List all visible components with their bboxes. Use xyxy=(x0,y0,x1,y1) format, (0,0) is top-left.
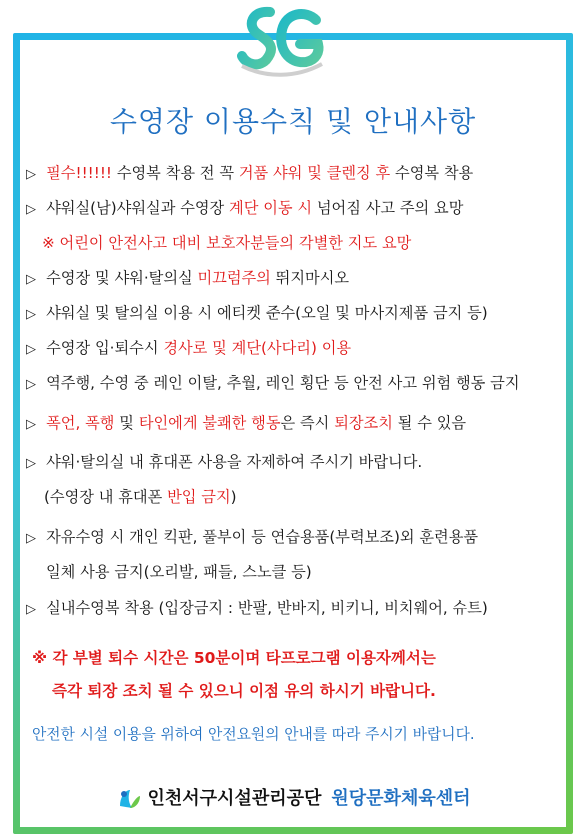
rule-line xyxy=(32,725,475,745)
bullet-triangle-icon: ▷ xyxy=(26,602,41,617)
rule-line xyxy=(26,413,466,435)
bullet-triangle-icon: ▷ xyxy=(26,417,41,432)
rule-line xyxy=(32,648,436,668)
rule-line xyxy=(26,338,351,360)
rule-text: 일체 사용 금지(오리발, 패들, 스노클 등) xyxy=(46,563,312,581)
rule-text: ※ 어린이 안전사고 대비 보호자분들의 각별한 지도 요망 xyxy=(42,234,412,252)
rule-text: 안전한 시설 이용을 위하여 안전요원의 안내를 따라 주시기 바랍니다. xyxy=(32,726,475,743)
bullet-triangle-icon: ▷ xyxy=(26,167,41,182)
bullet-triangle-icon: ▷ xyxy=(26,272,41,287)
rule-text: 역주행, 수영 중 레인 이탈, 추월, 레인 횡단 등 안전 사고 위험 행동 금지 xyxy=(46,374,520,392)
rule-text: 샤워실 및 탈의실 이용 시 에티켓 준수(오일 및 마사지제품 금지 등) xyxy=(46,304,488,322)
rule-line xyxy=(52,681,436,701)
bullet-triangle-icon: ▷ xyxy=(26,456,41,471)
rule-line xyxy=(26,163,473,185)
rule-text: ) xyxy=(230,488,237,506)
bullet-triangle-icon: ▷ xyxy=(26,307,41,322)
rule-line xyxy=(26,373,520,395)
rule-line xyxy=(26,598,488,620)
rule-line xyxy=(26,198,463,220)
rule-text: 될 수 있음 xyxy=(392,414,467,432)
rule-text: 거품 샤워 및 클렌징 후 xyxy=(238,164,391,182)
footer xyxy=(0,784,586,812)
rule-text: 퇴장조치 xyxy=(334,414,393,432)
sg-logo-icon xyxy=(236,4,326,84)
rule-line xyxy=(26,303,488,325)
center-name: 원당문화체육센터 xyxy=(331,788,471,809)
rule-text: 폭언, 폭행 xyxy=(46,414,115,432)
rule-text: 실내수영복 착용 (입장금지 : 반팔, 반바지, 비키니, 비치웨어, 슈트) xyxy=(46,599,488,617)
rule-text: 넘어짐 사고 주의 요망 xyxy=(312,199,464,217)
rule-text: 뛰지마시오 xyxy=(270,269,350,287)
org-logo-icon xyxy=(116,786,142,812)
rule-line xyxy=(26,268,349,290)
rule-line xyxy=(42,233,411,253)
bullet-triangle-icon: ▷ xyxy=(26,377,41,392)
rule-text: 타인에게 불쾌한 행동 xyxy=(138,414,281,432)
rule-text: 샤워·탈의실 내 휴대폰 사용을 자제하여 주시기 바랍니다. xyxy=(46,453,423,471)
rule-line xyxy=(44,487,237,507)
bullet-triangle-icon: ▷ xyxy=(26,531,41,546)
rule-text: 샤워실(남)샤워실과 수영장 xyxy=(46,199,230,217)
rule-line xyxy=(26,527,478,549)
rule-text: 즉각 퇴장 조치 될 수 있으니 이점 유의 하시기 바랍니다. xyxy=(52,682,436,700)
rule-text: 필수!!!!!! xyxy=(46,164,117,182)
bullet-triangle-icon: ▷ xyxy=(26,342,41,357)
page-title: 수영장 이용수칙 및 안내사항 xyxy=(109,105,477,138)
bullet-triangle-icon: ▷ xyxy=(26,202,41,217)
rule-text: 수영복 착용 전 꼭 xyxy=(116,164,239,182)
org-name: 인천서구시설관리공단 xyxy=(147,788,322,809)
rule-text: 수영장 입·퇴수시 xyxy=(46,339,164,357)
rule-text: 반입 금지 xyxy=(167,488,231,506)
rule-text: 은 즉시 xyxy=(280,414,335,432)
rule-text: ※ 각 부별 퇴수 시간은 50분이며 타프로그램 이용자께서는 xyxy=(32,649,436,667)
rule-text: 경사로 및 계단(사다리) 이용 xyxy=(163,339,352,357)
rule-text: 미끄럼주의 xyxy=(197,269,271,287)
rule-text: 자유수영 시 개인 킥판, 풀부이 등 연습용품(부력보조)외 훈련용품 xyxy=(46,528,479,546)
rule-text: 및 xyxy=(114,414,139,432)
rule-text: (수영장 내 휴대폰 xyxy=(44,488,168,506)
rule-line xyxy=(26,452,422,474)
rule-text: 수영복 착용 xyxy=(390,164,474,182)
rule-line xyxy=(46,562,312,582)
rule-text: 계단 이동 시 xyxy=(229,199,313,217)
rule-text: 수영장 및 샤워·탈의실 xyxy=(46,269,198,287)
